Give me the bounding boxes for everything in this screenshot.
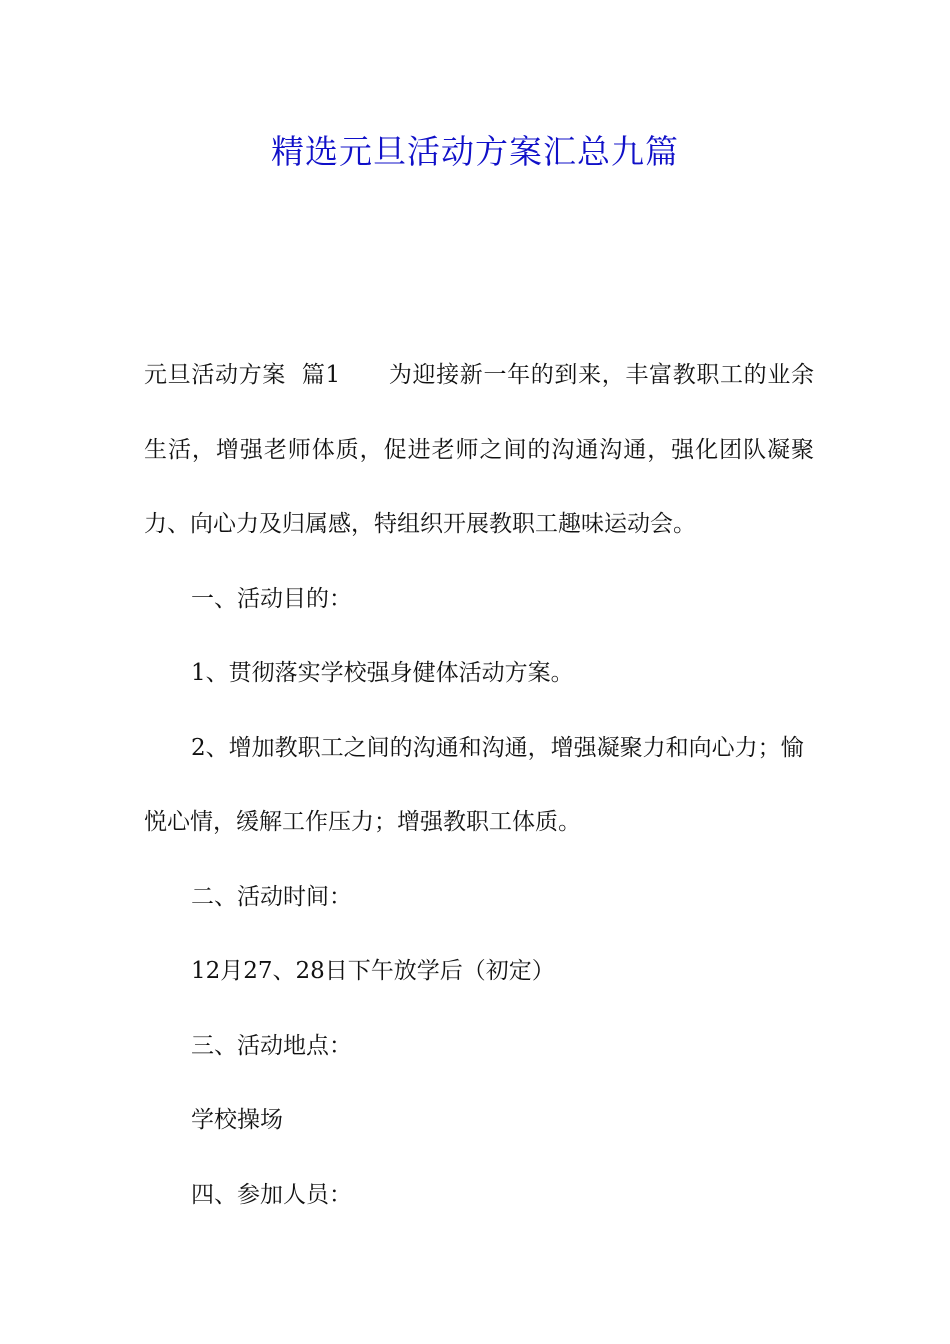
heading-participants: 四、参加人员： [191,1181,352,1208]
intro-text: 为迎接新一年的到来，丰富教职工的业余生活，增强老师体质，促进老师之间的沟通沟通，强化团队凝聚力、向心力及归属感，特组织开展教职工趣味运动会。 [144,362,814,537]
intro-paragraph [144,338,814,562]
document-title: 精选元旦活动方案汇总九篇 [271,132,679,171]
document-body [144,338,814,1232]
heading-location: 三、活动地点： [191,1032,352,1059]
time-value: 12月27、28日下午放学后（初定） [191,958,555,984]
location-value: 学校操场 [191,1107,283,1133]
purpose-item-1: 1、贯彻落实学校强身健体活动方案。 [191,660,574,686]
heading-purpose: 一、活动目的： [191,585,352,612]
heading-time: 二、活动时间： [191,883,352,910]
section-label: 元旦活动方案 篇1 [144,362,341,388]
purpose-item-2: 2、增加教职工之间的沟通和沟通，增强凝聚力和向心力；愉悦心情，缓解工作压力；增强教职工体质。 [144,734,804,835]
